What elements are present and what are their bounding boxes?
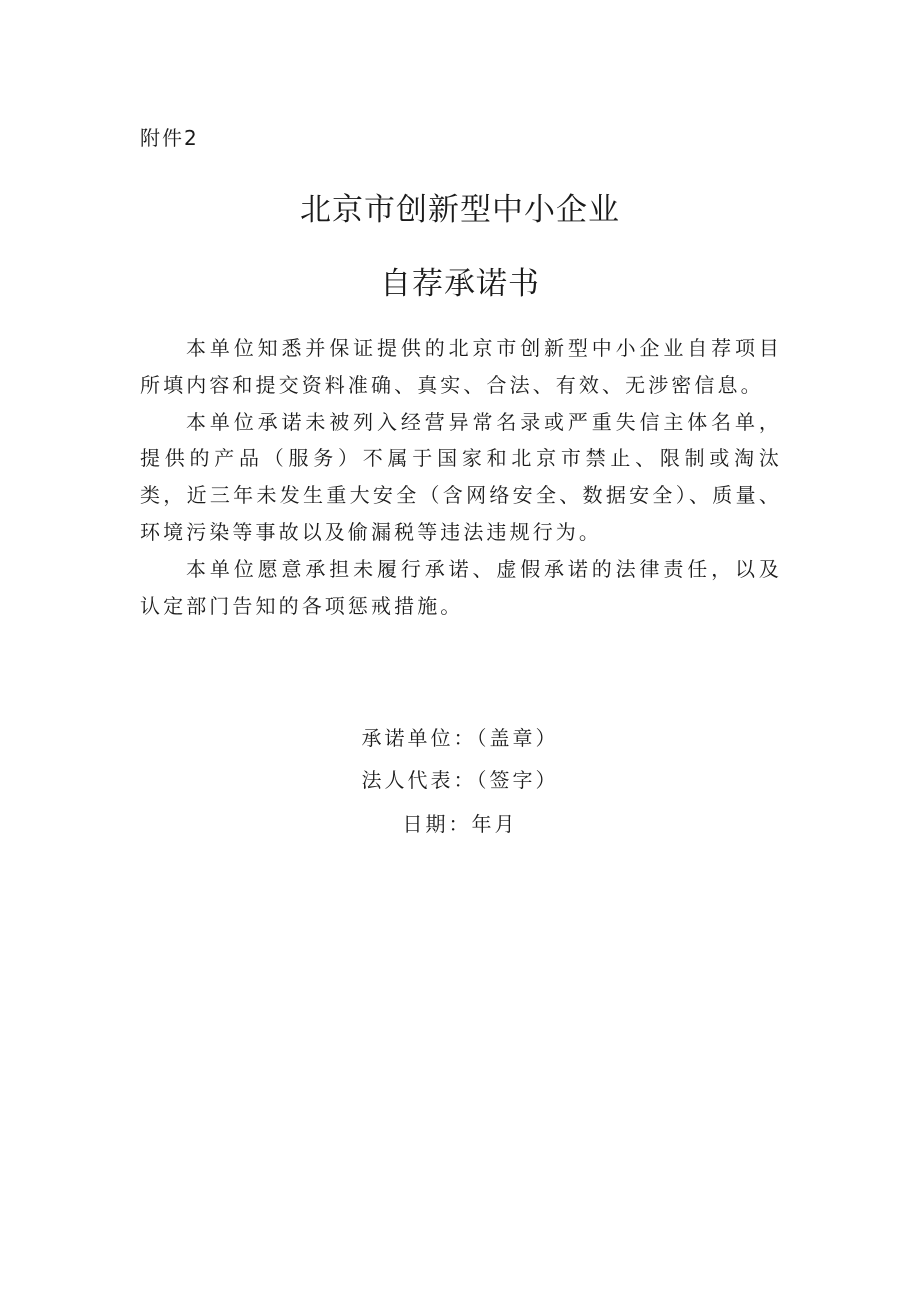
signature-date: 日期：年月 [402,812,518,836]
document-title-line-1: 北京市创新型中小企业 [300,192,620,228]
paragraph-3: 本单位愿意承担未履行承诺、虚假承诺的法律责任，以及认定部门告知的各项惩戒措施。 [140,556,782,618]
signature-unit: 承诺单位：（盖章） [361,726,559,750]
attachment-label: 附件2 [140,126,199,150]
paragraph-2: 本单位承诺未被列入经营异常名录或严重失信主体名单，提供的产品（服务）不属于国家和北京市禁止、限制或淘汰类，近三年未发生重大安全（含网络安全、数据安全）、质量、环境污染等事故以及偷漏税等违法违规行为。 [140,409,782,544]
paragraph-1: 本单位知悉并保证提供的北京市创新型中小企业自荐项目所填内容和提交资料准确、真实、合法、有效、无涉密信息。 [140,336,782,397]
document-body [140,330,782,624]
document-title-line-2: 自荐承诺书 [380,266,540,302]
signature-representative: 法人代表：（签字） [361,768,559,792]
